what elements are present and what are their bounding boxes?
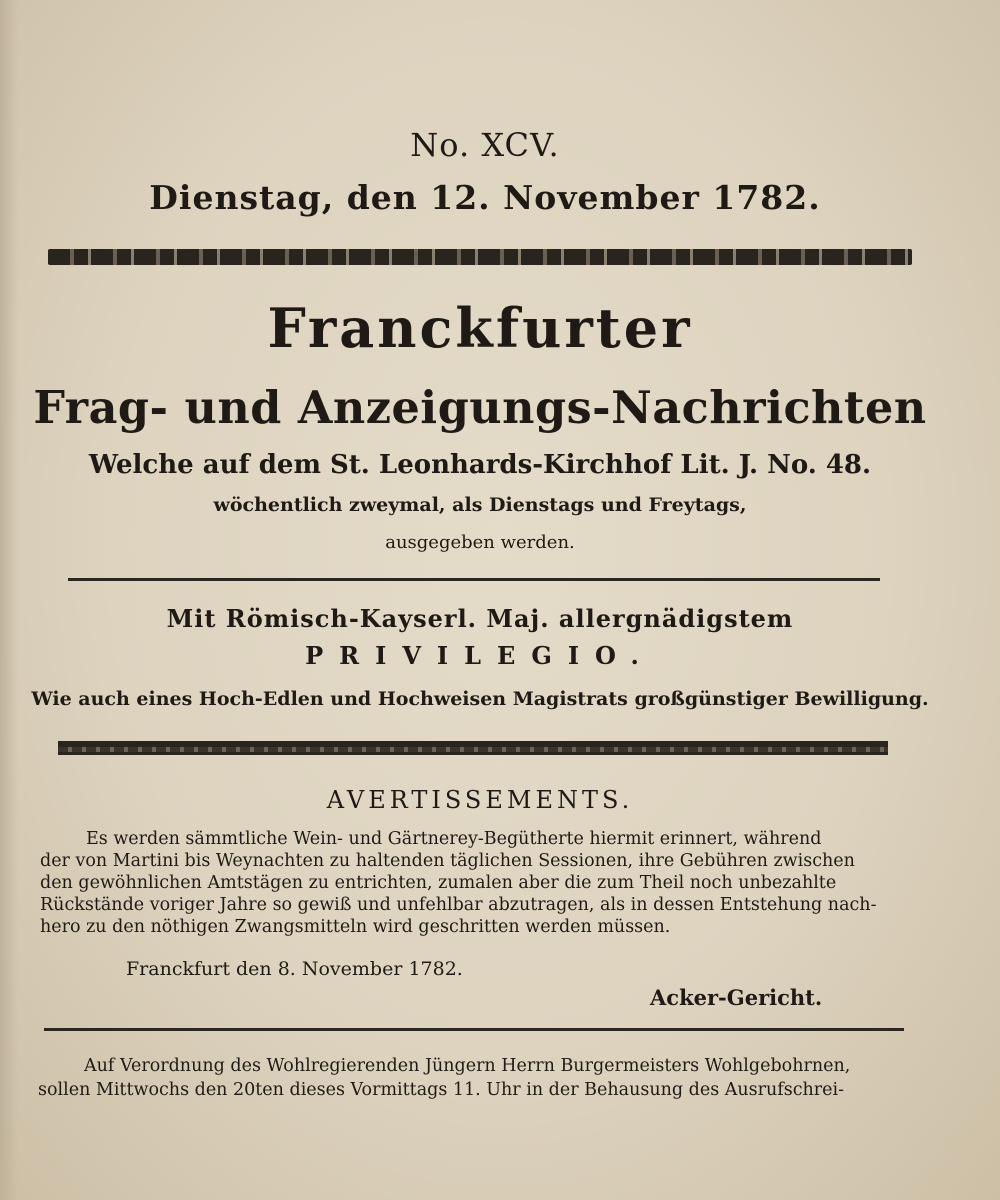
double-rule: [58, 741, 888, 755]
notice-line: Rückstände voriger Jahre so gewiß und unfehlbar abzutragen, als in dessen Entstehung nach-: [40, 895, 877, 915]
second-notice-body: [38, 1054, 918, 1102]
notice-line: hero zu den nöthigen Zwangsmitteln wird geschritten werden müssen.: [40, 917, 671, 937]
publication-schedule: wöchentlich zweymal, als Dienstags und Freytags,: [213, 494, 747, 516]
privilege-line: Mit Römisch-Kayserl. Maj. allergnädigstem: [166, 604, 794, 633]
notice-signature: Acker-Gericht.: [650, 985, 823, 1010]
newspaper-title: Franckfurter: [267, 296, 693, 360]
avertissement-body: [40, 828, 910, 938]
privilege-heading: PRIVILEGIO.: [305, 641, 655, 670]
notice-line: sollen Mittwochs den 20ten dieses Vormittags 11. Uhr in der Behausung des Ausrufschrei-: [38, 1080, 845, 1100]
section-divider: [44, 1028, 904, 1031]
ornamental-rule: [48, 249, 912, 265]
magistrate-approval: Wie auch eines Hoch-Edlen und Hochweisen Magistrats großgünstiger Bewilligung.: [31, 688, 929, 710]
publication-note: ausgegeben werden.: [385, 532, 575, 553]
notice-line: Es werden sämmtliche Wein- und Gärtnerey-Begütherte hiermit erinnert, während: [86, 829, 822, 849]
notice-line: Auf Verordnung des Wohlregierenden Jüngern Herrn Burgermeisters Wohlgebohrnen,: [84, 1056, 851, 1076]
newspaper-subtitle: Frag- und Anzeigungs-Nachrichten: [33, 382, 927, 434]
publisher-address: Welche auf dem St. Leonhards-Kirchhof Lit. J. No. 48.: [88, 450, 872, 480]
divider-rule: [68, 578, 880, 581]
issue-date: Dienstag, den 12. November 1782.: [149, 178, 821, 217]
notice-line: den gewöhnlichen Amtstägen zu entrichten, zumalen aber die zum Theil noch unbezahlte: [40, 873, 837, 893]
issue-number: No. XCV.: [410, 126, 560, 164]
notice-line: der von Martini bis Weynachten zu haltenden täglichen Sessionen, ihre Gebühren zwischen: [40, 851, 855, 871]
avertissement-heading: AVERTISSEMENTS.: [326, 786, 634, 814]
notice-dateline: Franckfurt den 8. November 1782.: [126, 958, 463, 980]
